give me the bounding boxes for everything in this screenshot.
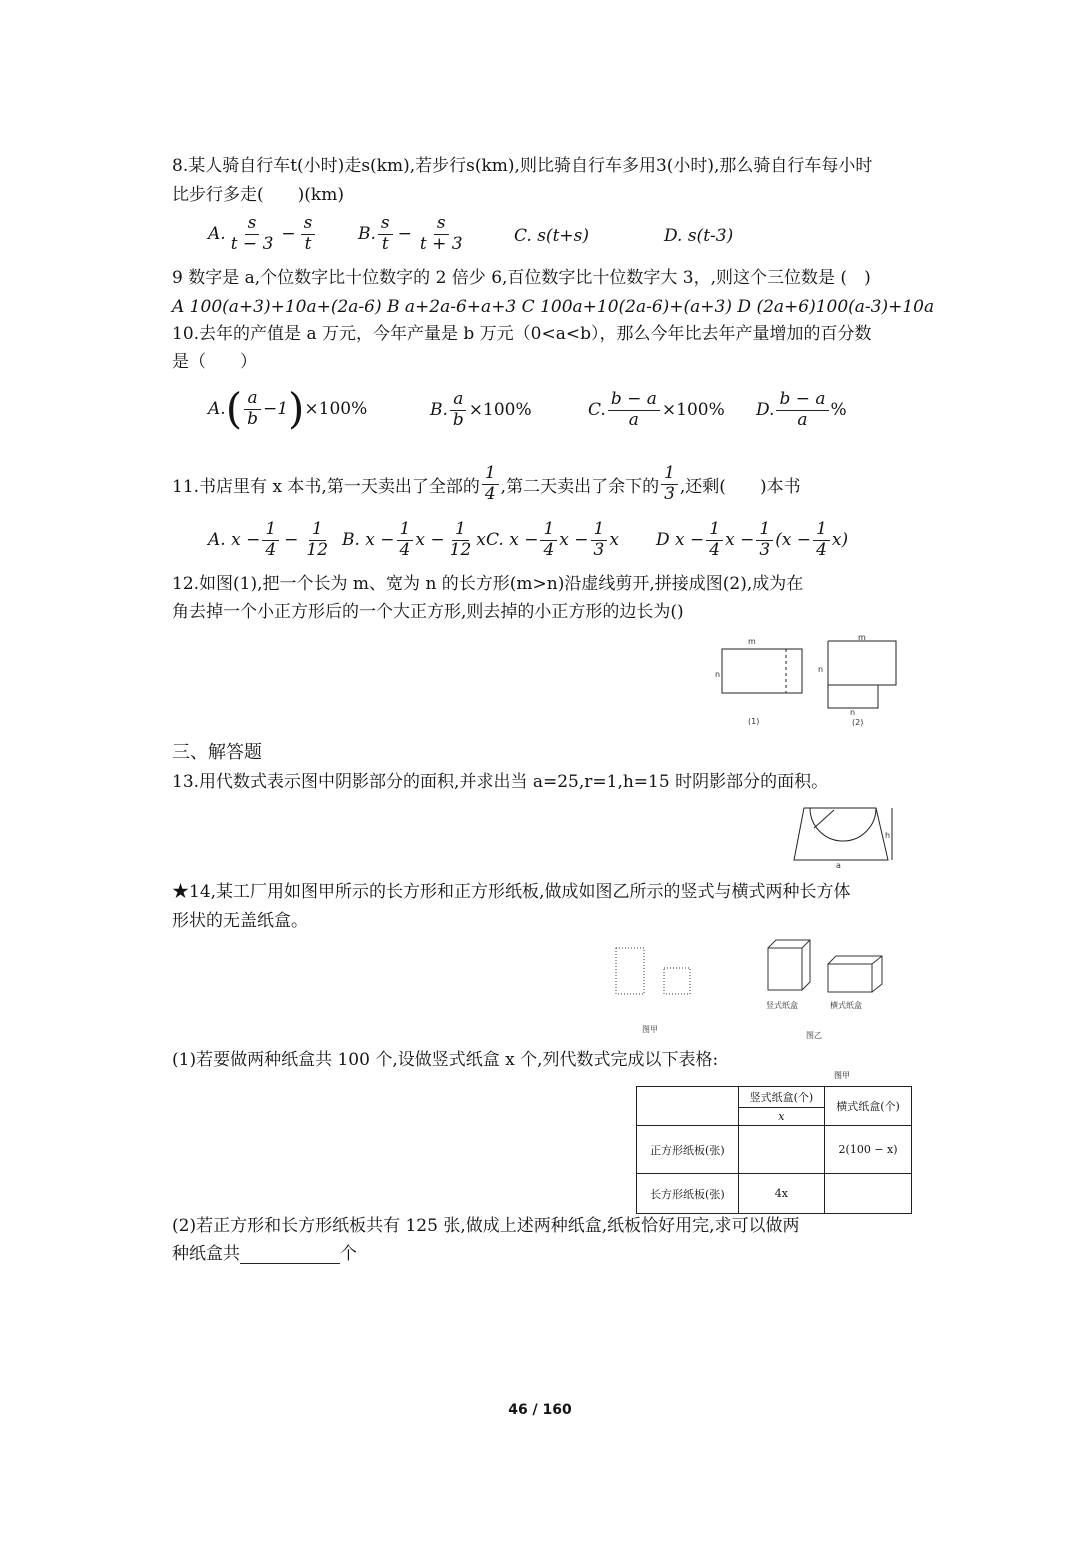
- q11-stem: [172, 464, 801, 504]
- q8-b-frac1: $\frac{s}{t}$: [378, 214, 393, 254]
- q14-fig-b-caption: 图乙: [806, 1031, 822, 1040]
- q10-option-c: C. $\frac{b - a}{a}$ ×100%: [588, 389, 725, 430]
- q14-fig-a-caption: 图甲: [642, 1025, 658, 1034]
- q14-table: [636, 1086, 912, 1214]
- q8-a-frac1: $\frac{s}{t - 3}$: [230, 213, 274, 254]
- q11-option-c: C. x − $\frac{1}{4}$ x − $\frac{1}{3}$ x: [486, 519, 619, 560]
- q14-part2-post: 个: [340, 1244, 357, 1264]
- q9-line1: 9 数字是 a,个位数字比十位数字的 2 倍少 6,百位数字比十位数字大 3，,则这个三位数是 ( ): [172, 268, 871, 288]
- q10-line2: 是（ ）: [172, 352, 257, 372]
- q13-text: 13.用代数式表示图中阴影部分的面积,并求出当 a=25,r=1,h=15 时阴影部分的面积。: [172, 772, 829, 792]
- q9-options: A 100(a+3)+10a+(2a-6) B a+2a-6+a+3 C 100a+10(2a-6)+(a+3) D (2a+6)100(a-3)+10a: [172, 297, 935, 317]
- q14-table-row-rect: 长方形纸板(张): [637, 1174, 739, 1214]
- q8-line2: 比步行多走( )(km): [172, 185, 344, 205]
- q12-line1: 12.如图(1),把一个长为 m、宽为 n 的长方形(m>n)沿虚线剪开,拼接成图(2),成为在: [172, 574, 804, 594]
- q12-fig2-top-label: m: [858, 633, 866, 642]
- q14-part1: (1)若要做两种纸盒共 100 个,设做竖式纸盒 x 个,列代数式完成以下表格:: [172, 1050, 719, 1070]
- page-number: 46 / 160: [508, 1402, 572, 1418]
- q11-option-b: B. x − $\frac{1}{4}$ x − $\frac{1}{12}$ x: [342, 519, 486, 560]
- q10-c-frac: $\frac{b - a}{a}$: [608, 390, 660, 430]
- q12-line2: 角去掉一个小正方形后的一个大正方形,则去掉的小正方形的边长为(): [172, 602, 684, 622]
- q8-line1: 8.某人骑自行车t(小时)走s(km),若步行s(km),则比骑自行车多用3(小时),那么骑自行车每小时: [172, 156, 873, 176]
- q10-option-a: A. ( $\frac{a}{b}$ −1 ) ×100%: [208, 384, 368, 433]
- q10-d-label: D.: [756, 400, 775, 421]
- q14-table-rect-horizontal: [825, 1174, 912, 1214]
- q14-square-board: [664, 968, 690, 994]
- q10-a-frac: $\frac{a}{b}$: [244, 389, 261, 429]
- q11-option-d: D x − $\frac{1}{4}$ x − $\frac{1}{3}$ (x − $\frac{1}{4}$ x): [656, 519, 849, 560]
- q14-table-corner: [637, 1087, 739, 1126]
- q12-fig2-caption: (2): [852, 718, 864, 727]
- q12-fig1-caption: (1): [748, 717, 760, 726]
- q12-fig1-rect: [722, 649, 802, 693]
- q8-a-frac2: $\frac{s}{t}$: [301, 214, 316, 254]
- q8-option-c: C. s(t+s): [514, 226, 589, 246]
- q10-option-b: B. $\frac{a}{b}$ ×100%: [430, 389, 532, 430]
- q13-a-label: a: [836, 861, 841, 870]
- q10-c-label: C.: [588, 400, 606, 421]
- q8-option-a: A. $\frac{s}{t - 3}$ − $\frac{s}{t}$: [208, 214, 317, 254]
- q13-h-label: h: [885, 831, 891, 840]
- q10-a-label: A.: [208, 399, 226, 419]
- q10-b-label: B.: [430, 400, 448, 421]
- q14-table-caption: 图甲: [834, 1071, 850, 1080]
- q14-table-x: x: [738, 1108, 824, 1126]
- q14-line2: 形状的无盖纸盒。: [172, 911, 308, 931]
- q10-b-frac: $\frac{a}{b}$: [450, 390, 467, 430]
- q14-horizontal-box-front: [828, 964, 872, 992]
- q14-horizontal-box-back: [828, 956, 882, 992]
- q14-figure: [606, 936, 896, 1044]
- q12-fig2-shape: [828, 641, 896, 708]
- q11-post: ,还剩( )本书: [679, 476, 801, 497]
- q14-answer-blank[interactable]: [240, 1245, 340, 1264]
- q8-option-b: B. $\frac{s}{t}$ − $\frac{s}{t + 3}$: [358, 214, 468, 254]
- q13-trapezoid: [794, 808, 891, 860]
- q10-line1: 10.去年的产值是 a 万元，今年产量是 b 万元（0<a<b），那么今年比去年产量增加的百分数: [172, 324, 872, 344]
- q10-option-d: D. $\frac{b - a}{a}$ %: [756, 389, 847, 430]
- q14-part2-pre: 种纸盒共: [172, 1244, 240, 1264]
- q14-table-header-vertical: 竖式纸盒(个): [738, 1087, 824, 1108]
- q14-table-rect-vertical: 4x: [738, 1174, 824, 1214]
- q13-figure: [792, 800, 904, 870]
- q11-pre: 11.书店里有 x 本书,第一天卖出了全部的: [172, 476, 480, 497]
- q12-fig1-top-label: m: [748, 637, 756, 646]
- q8-a-label: A.: [208, 224, 226, 245]
- q13-semicircle: [810, 808, 876, 841]
- q14-rect-board: [616, 948, 644, 994]
- q8-b-label: B.: [358, 224, 376, 245]
- q14-table-row-square: 正方形纸板(张): [637, 1126, 739, 1174]
- q8-option-d: D. s(t-3): [664, 226, 734, 246]
- section-title: 三、解答题: [172, 742, 262, 763]
- q14-table-header-horizontal: 横式纸盒(个): [825, 1087, 912, 1126]
- q13-radius-arrow: [814, 810, 834, 828]
- q11-frac2: $\frac{1}{3}$: [661, 464, 678, 504]
- q14-label-vertical: 竖式纸盒: [766, 1001, 798, 1010]
- q14-table-square-horizontal: 2(100 − x): [825, 1126, 912, 1174]
- q12-fig2-bottom-label: n: [850, 708, 856, 717]
- q10-d-frac: $\frac{b - a}{a}$: [776, 390, 828, 430]
- q12-fig1-side-label: n: [715, 670, 721, 679]
- q14-vertical-box-front: [768, 948, 802, 990]
- q11-mid: ,第二天卖出了余下的: [500, 476, 660, 497]
- q12-fig2-side-label: n: [818, 665, 824, 674]
- q11-option-a: A. x − $\frac{1}{4}$ − $\frac{1}{12}$: [208, 519, 329, 560]
- q14-label-horizontal: 横式纸盒: [830, 1001, 862, 1010]
- q11-frac1: $\frac{1}{4}$: [482, 464, 499, 504]
- q14-table-square-vertical: [738, 1126, 824, 1174]
- q14-line1: ★14,某工厂用如图甲所示的长方形和正方形纸板,做成如图乙所示的竖式与横式两种长方体: [172, 882, 851, 902]
- q14-part2-line2: [172, 1244, 357, 1264]
- q14-part2-line1: (2)若正方形和长方形纸板共有 125 张,做成上述两种纸盒,纸板恰好用完,求可以做两: [172, 1216, 800, 1236]
- q8-b-frac2: $\frac{s}{t + 3}$: [419, 213, 463, 254]
- q12-figure: [700, 628, 910, 728]
